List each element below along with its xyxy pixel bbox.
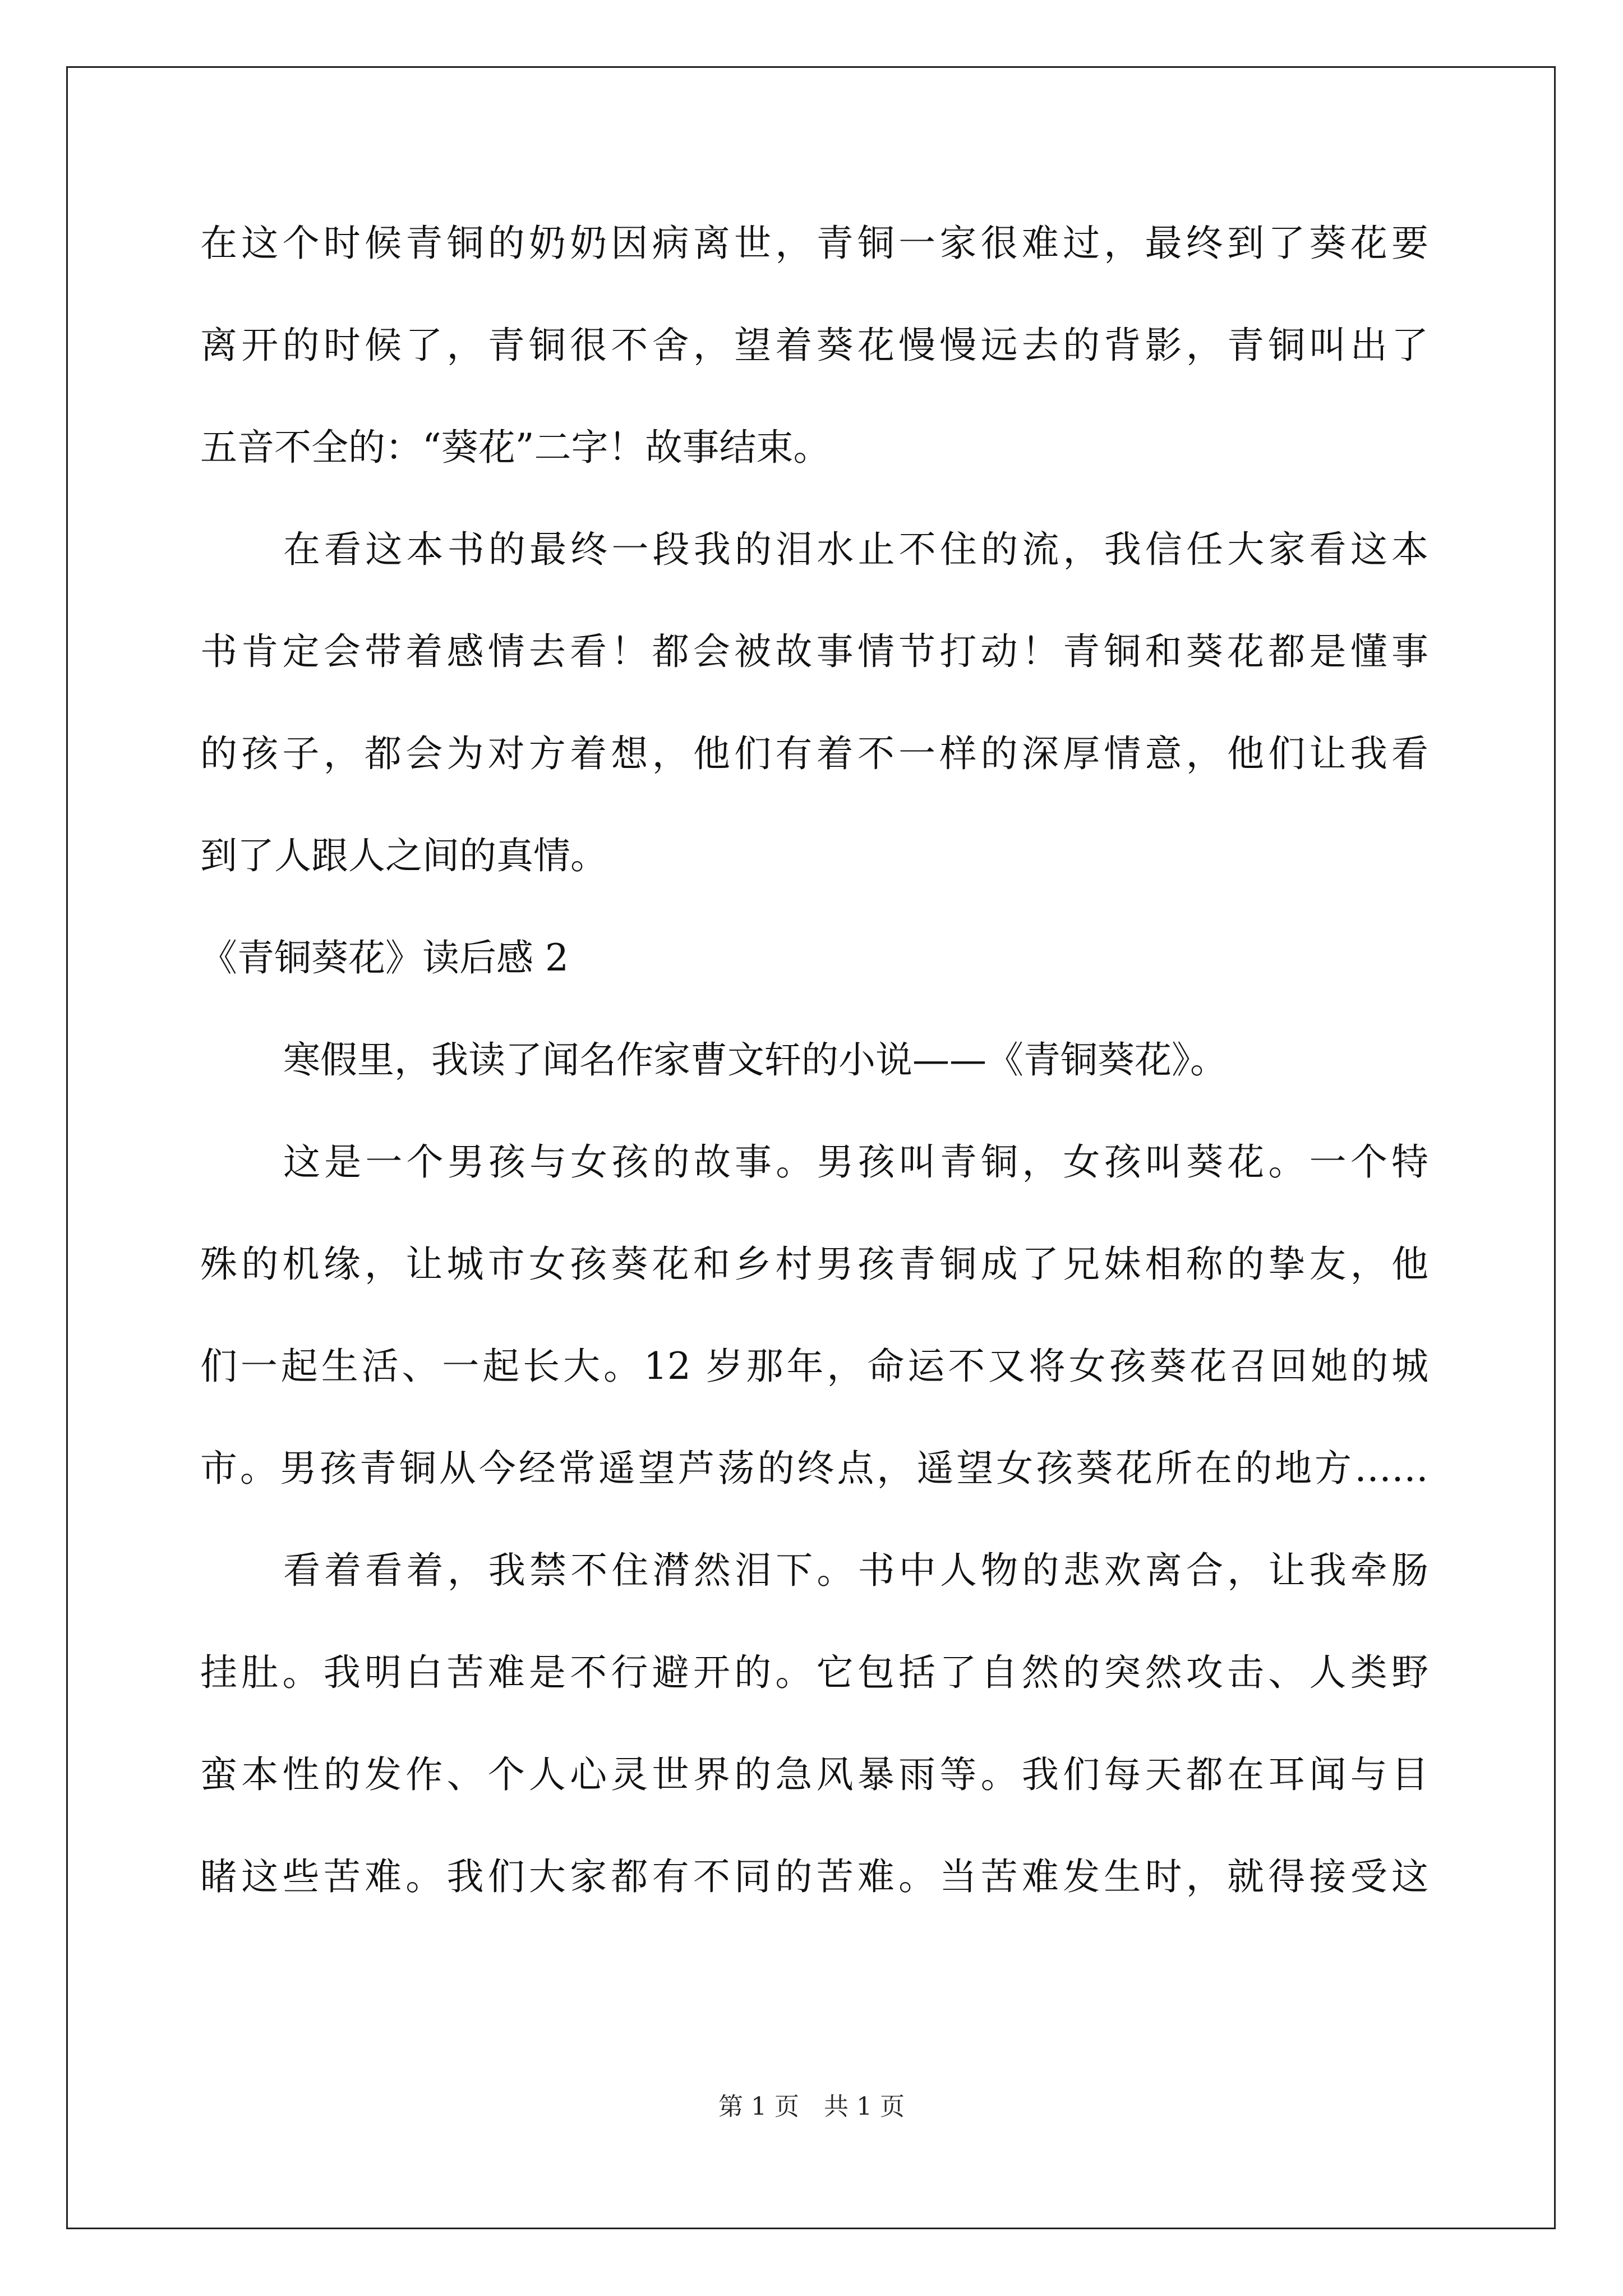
- text-line: 在看这本书的最终一段我的泪水止不住的流，我信任大家看这本: [283, 528, 1428, 571]
- section-heading: 《青铜葵花》读后感 2: [200, 936, 569, 979]
- text-line: 这是一个男孩与女孩的故事。男孩叫青铜，女孩叫葵花。一个特: [283, 1140, 1428, 1184]
- text-line: 看着看着，我禁不住潸然泪下。书中人物的悲欢离合，让我牵肠: [283, 1549, 1428, 1592]
- text-line: 到了人跟人之间的真情。: [200, 834, 607, 877]
- text-line: 书肯定会带着感情去看！都会被故事情节打动！青铜和葵花都是懂事: [200, 630, 1428, 673]
- document-body: [200, 222, 1428, 1957]
- text-line: 挂肚。我明白苦难是不行避开的。它包括了自然的突然攻击、人类野: [200, 1651, 1428, 1694]
- text-line: 殊的机缘，让城市女孩葵花和乡村男孩青铜成了兄妹相称的挚友，他: [200, 1243, 1428, 1286]
- text-line: 睹这些苦难。我们大家都有不同的苦难。当苦难发生时，就得接受这: [200, 1855, 1428, 1898]
- text-line: 蛮本性的发作、个人心灵世界的急风暴雨等。我们每天都在耳闻与目: [200, 1753, 1428, 1796]
- text-line: 的孩子，都会为对方着想，他们有着不一样的深厚情意，他们让我看: [200, 732, 1428, 775]
- text-line: 五音不全的：“葵花”二字！故事结束。: [200, 426, 831, 469]
- page-footer: 第 1 页 共 1 页: [718, 2092, 905, 2121]
- text-line: 们一起生活、一起长大。12 岁那年，命运不又将女孩葵花召回她的城: [200, 1345, 1428, 1388]
- text-line: 离开的时候了，青铜很不舍，望着葵花慢慢远去的背影，青铜叫出了: [200, 324, 1428, 367]
- text-line: 市。男孩青铜从今经常遥望芦荡的终点，遥望女孩葵花所在的地方……: [200, 1447, 1428, 1490]
- text-line: 在这个时候青铜的奶奶因病离世，青铜一家很难过，最终到了葵花要: [200, 222, 1428, 265]
- text-line: 寒假里，我读了闻名作家曹文轩的小说——《青铜葵花》。: [283, 1038, 1227, 1082]
